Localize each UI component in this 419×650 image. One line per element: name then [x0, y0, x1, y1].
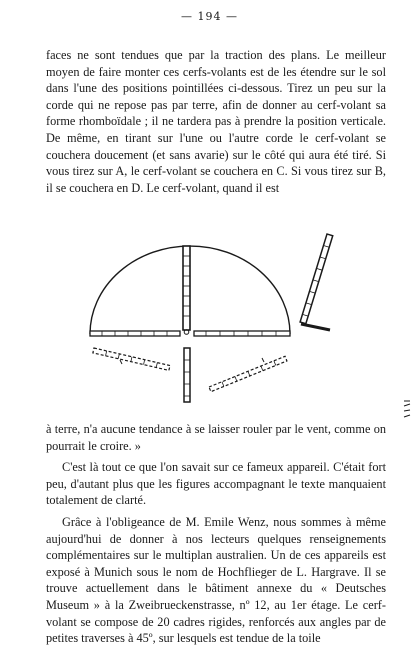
kite-positions-figure — [80, 230, 380, 415]
paragraph-known-information: C'est là tout ce que l'on savait sur ce fameux appareil. C'était fort peu, d'autant plus que les figures accompagnant le texte manquaient totalement de clarté. — [46, 460, 386, 508]
paragraph-wenz-details: Grâce à l'obligeance de M. Emile Wenz, nous sommes à même aujourd'hui de donner à nos lecteurs quelques renseignements complémentaires sur le multiplan australien. Un de ces appareils est exposé à Munich sous le nom de Hochflieger de L. Hargrave. Il se trouve actuellement dans le bâtiment annexe du « Deutsches Museum » à la Zweibrueckenstrasse, nº 12, au 1er étage. Le cerf-volant se compose de 20 cadres rigides, renforcés aux angles par de petites traverses à 45º, sur lesquels est tendue de la toile — [46, 514, 386, 646]
page-number: — 194 — — [181, 10, 238, 23]
figure-kite-vertical — [183, 246, 190, 330]
paragraph-ground-behavior: à terre, n'a aucune tendance à se laisser rouler par le vent, comme on pourrait le croire. » — [46, 422, 386, 453]
text-block-top — [46, 47, 386, 196]
figure-kite-lower-right — [209, 356, 287, 391]
figure-kite-tilted-right — [300, 234, 333, 324]
margin-scan-mark — [402, 398, 412, 422]
paragraph-kite-positioning: faces ne sont tendues que par la traction des plans. Le meilleur moyen de faire monter ces cerfs-volants est de les étendre sur le sol dans l'une des positions pointillées ci-dessous. Tirez un peu sur la corde qui ne repose pas par terre, afin de donner au cerf-volant sa forme rhomboïdale ; il ne tardera pas à prendre la position verticale. De même, en tirant sur l'une ou l'autre corde le cerf-volant se couchera doucement (et sans avarie) sur le côté qui aura été tiré. Si vous tirez sur A, le cerf-volant se couchera en C. Si vous tirez sur B, il se couchera en D. Le cerf-volant, quand il est — [46, 48, 386, 195]
figure-kite-ground-left — [90, 331, 180, 336]
figure-kite-tilted-base — [301, 324, 330, 330]
figure-kite-lower-left — [93, 348, 170, 370]
figure-kite-bottom-vertical — [184, 348, 190, 402]
text-block-bottom — [46, 421, 386, 647]
